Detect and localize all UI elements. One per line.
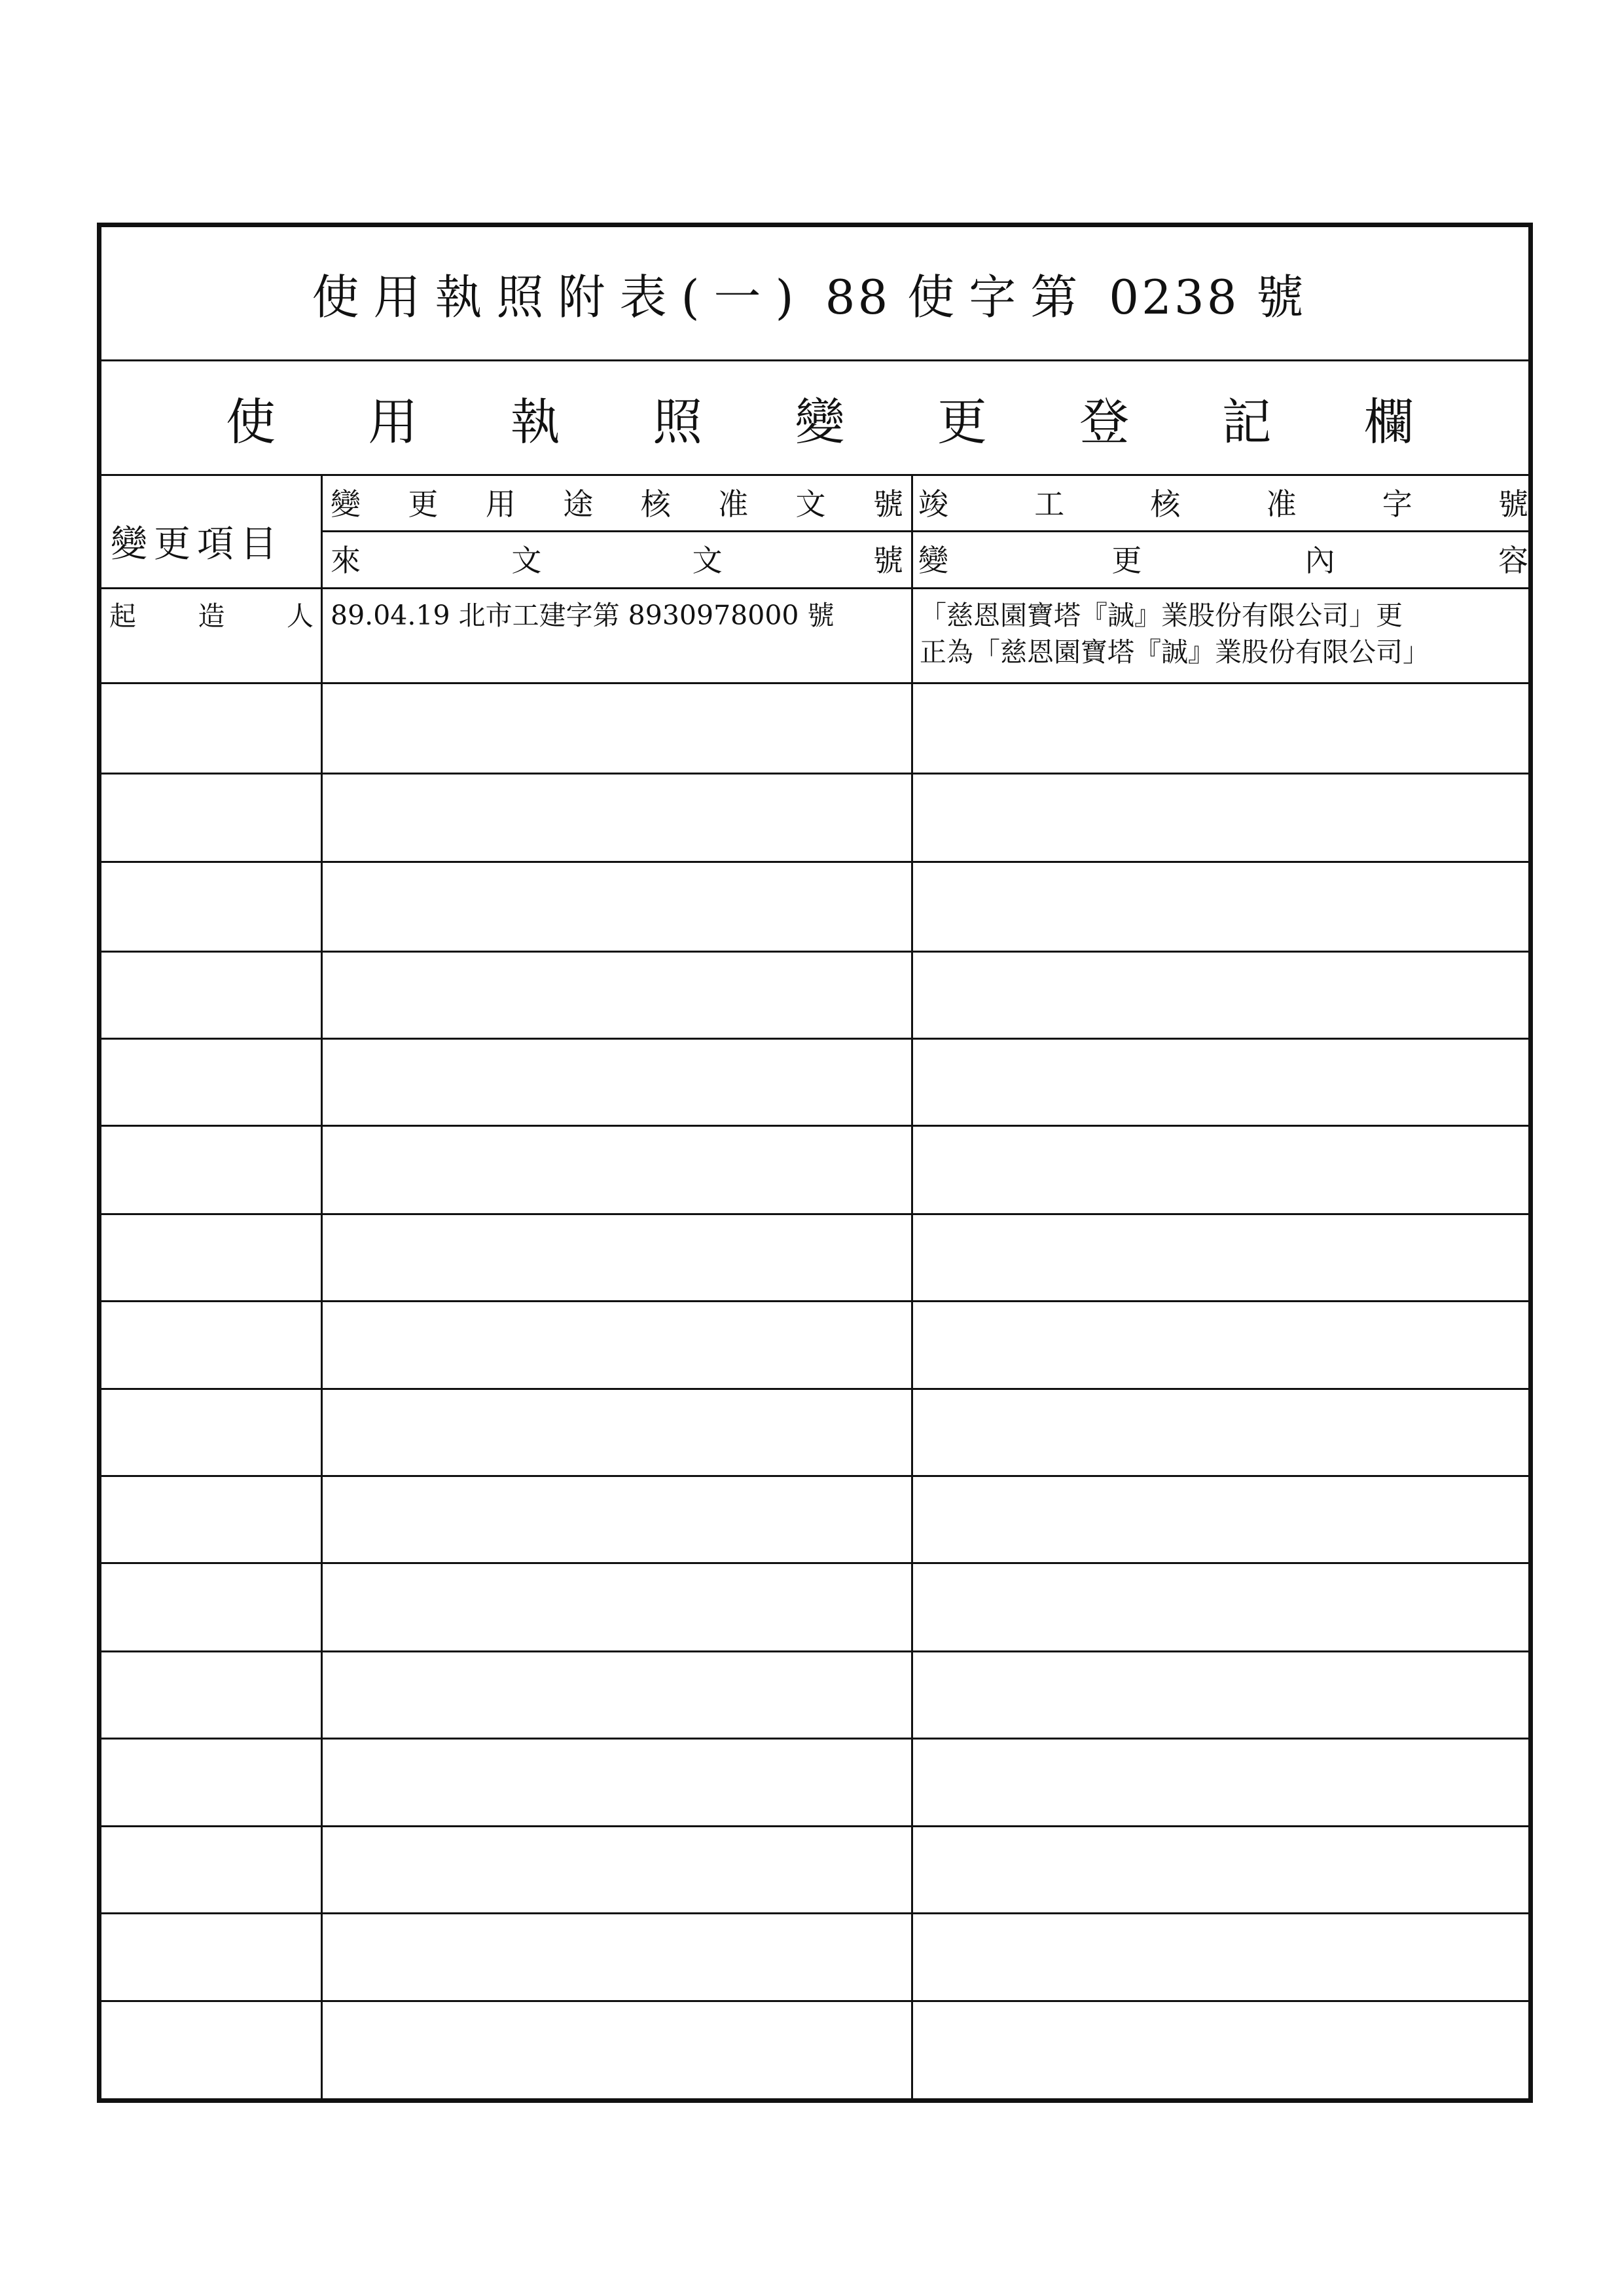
title-year: 88 bbox=[825, 270, 891, 325]
row-line-11 bbox=[101, 1562, 1528, 1564]
section-title-row bbox=[101, 361, 1528, 476]
row-line-13 bbox=[101, 1738, 1528, 1740]
row-line-9 bbox=[101, 1388, 1528, 1390]
row-line-10 bbox=[101, 1475, 1528, 1477]
header-change-content: 變 更 內 容 bbox=[918, 543, 1528, 578]
row-1-content-line-1: 「慈恩園寶塔『誠』業股份有限公司」更 bbox=[920, 600, 1403, 631]
row-line-7 bbox=[101, 1213, 1528, 1215]
registration-form bbox=[97, 223, 1533, 2103]
row-line-14 bbox=[101, 1825, 1528, 1827]
column-divider-2 bbox=[911, 474, 913, 2103]
column-divider-1 bbox=[321, 474, 323, 2103]
row-line-8 bbox=[101, 1300, 1528, 1302]
row-line-1 bbox=[101, 682, 1528, 684]
row-1-content-line-2: 正為「慈恩園寶塔『誠』業股份有限公司」 bbox=[920, 636, 1429, 668]
title-suffix: 號 bbox=[1256, 270, 1318, 325]
title-permit-number: 0238 bbox=[1109, 270, 1240, 325]
row-line-5 bbox=[101, 1038, 1528, 1040]
header-completion-approval: 竣 工 核 准 字 號 bbox=[918, 486, 1528, 522]
header-change-item: 變更項目 bbox=[111, 523, 283, 566]
row-line-2 bbox=[101, 773, 1528, 774]
title-prefix: 使用執照附表(一) bbox=[312, 270, 808, 325]
row-line-6 bbox=[101, 1125, 1528, 1127]
header-divider bbox=[321, 530, 1528, 532]
form-title bbox=[312, 259, 1318, 327]
row-line-15 bbox=[101, 1912, 1528, 1914]
row-line-12 bbox=[101, 1650, 1528, 1652]
header-usage-approval: 變 更 用 途 核 准 文 號 bbox=[331, 486, 903, 522]
title-permit-word: 使字第 bbox=[907, 270, 1092, 325]
form-title-row bbox=[101, 227, 1528, 361]
row-1-item: 起 造 人 bbox=[109, 600, 314, 632]
row-line-3 bbox=[101, 861, 1528, 863]
section-title: 使 用 執 照 變 更 登 記 欄 bbox=[226, 392, 1414, 451]
header-incoming-doc: 來 文 文 號 bbox=[331, 543, 903, 578]
header-bottom-line bbox=[101, 587, 1528, 589]
row-line-4 bbox=[101, 951, 1528, 953]
row-line-16 bbox=[101, 2000, 1528, 2002]
row-1-doc-number: 89.04.19 北市工建字第 8930978000 號 bbox=[331, 600, 835, 631]
